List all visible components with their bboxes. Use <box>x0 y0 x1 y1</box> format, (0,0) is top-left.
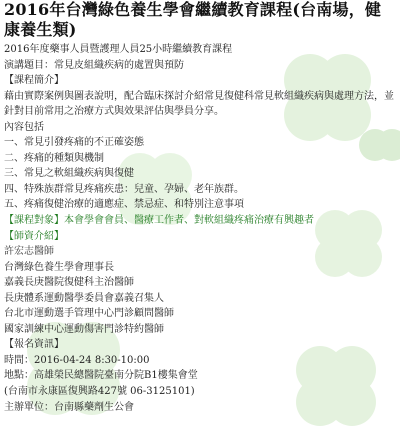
content-item-2: 二、疼痛的種類與機制 <box>4 152 104 164</box>
instructor-title-2: 嘉義長庚醫院復健科主治醫師 <box>4 277 134 289</box>
course-description: 藉由實際案例與圖表說明，配合臨床探討介紹常見復健科常見軟組織疾病與處理方法，並針對目前常用之治療方式與效果評估與學員分享。 <box>4 90 394 118</box>
course-content <box>4 42 396 415</box>
instructor-title-4: 台北市運動選手管理中心門診顧問醫師 <box>4 308 174 320</box>
event-time: 時間：2016-04-24 8:30-10:00 <box>4 354 150 366</box>
instructor-title-5: 國家訓練中心運動傷害門診特約醫師 <box>4 323 164 335</box>
target-audience: 【課程對象】本會學會會員、醫療工作者、對軟組織疼痛治療有興趣者 <box>4 215 314 227</box>
section-heading-registration: 【報名資訊】 <box>4 339 64 351</box>
page-title: 2016年台灣綠色養生學會繼續教育課程(台南場，健康養生類) <box>4 0 382 39</box>
instructor-title-3: 長庚體系運動醫學委員會嘉義召集人 <box>4 292 164 304</box>
course-subtitle: 2016年度藥事人員暨護理人員25小時繼續教育課程 <box>4 44 233 55</box>
instructor-title-1: 台灣綠色養生學會理事長 <box>4 261 114 273</box>
lecture-topic: 演講題目：常見皮組織疾病的處置與預防 <box>4 59 184 71</box>
organizer: 主辦單位：台南縣藥劑生公會 <box>4 401 134 413</box>
contents-heading: 內容包括 <box>4 121 44 133</box>
section-heading-intro: 【課程簡介】 <box>4 75 64 87</box>
content-item-5: 五、疼痛復健治療的適應症、禁忌症、和特別注意事項 <box>4 199 244 211</box>
content-item-1: 一、常見引發疼痛的不正確姿態 <box>4 137 144 149</box>
instructor-name: 許宏志醫師 <box>4 246 54 258</box>
content-item-4: 四、特殊族群常見疼痛疾患：兒童、孕婦、老年族群。 <box>4 183 244 195</box>
event-location: 地點：高雄榮民總醫院臺南分院B1樓集會堂 <box>4 370 198 382</box>
section-heading-instructor: 【師資介紹】 <box>4 230 64 242</box>
content-item-3: 三、常見之軟組織疾病與復健 <box>4 168 134 180</box>
event-address: (台南市永康區復興路427號 06-3125101) <box>4 386 195 398</box>
